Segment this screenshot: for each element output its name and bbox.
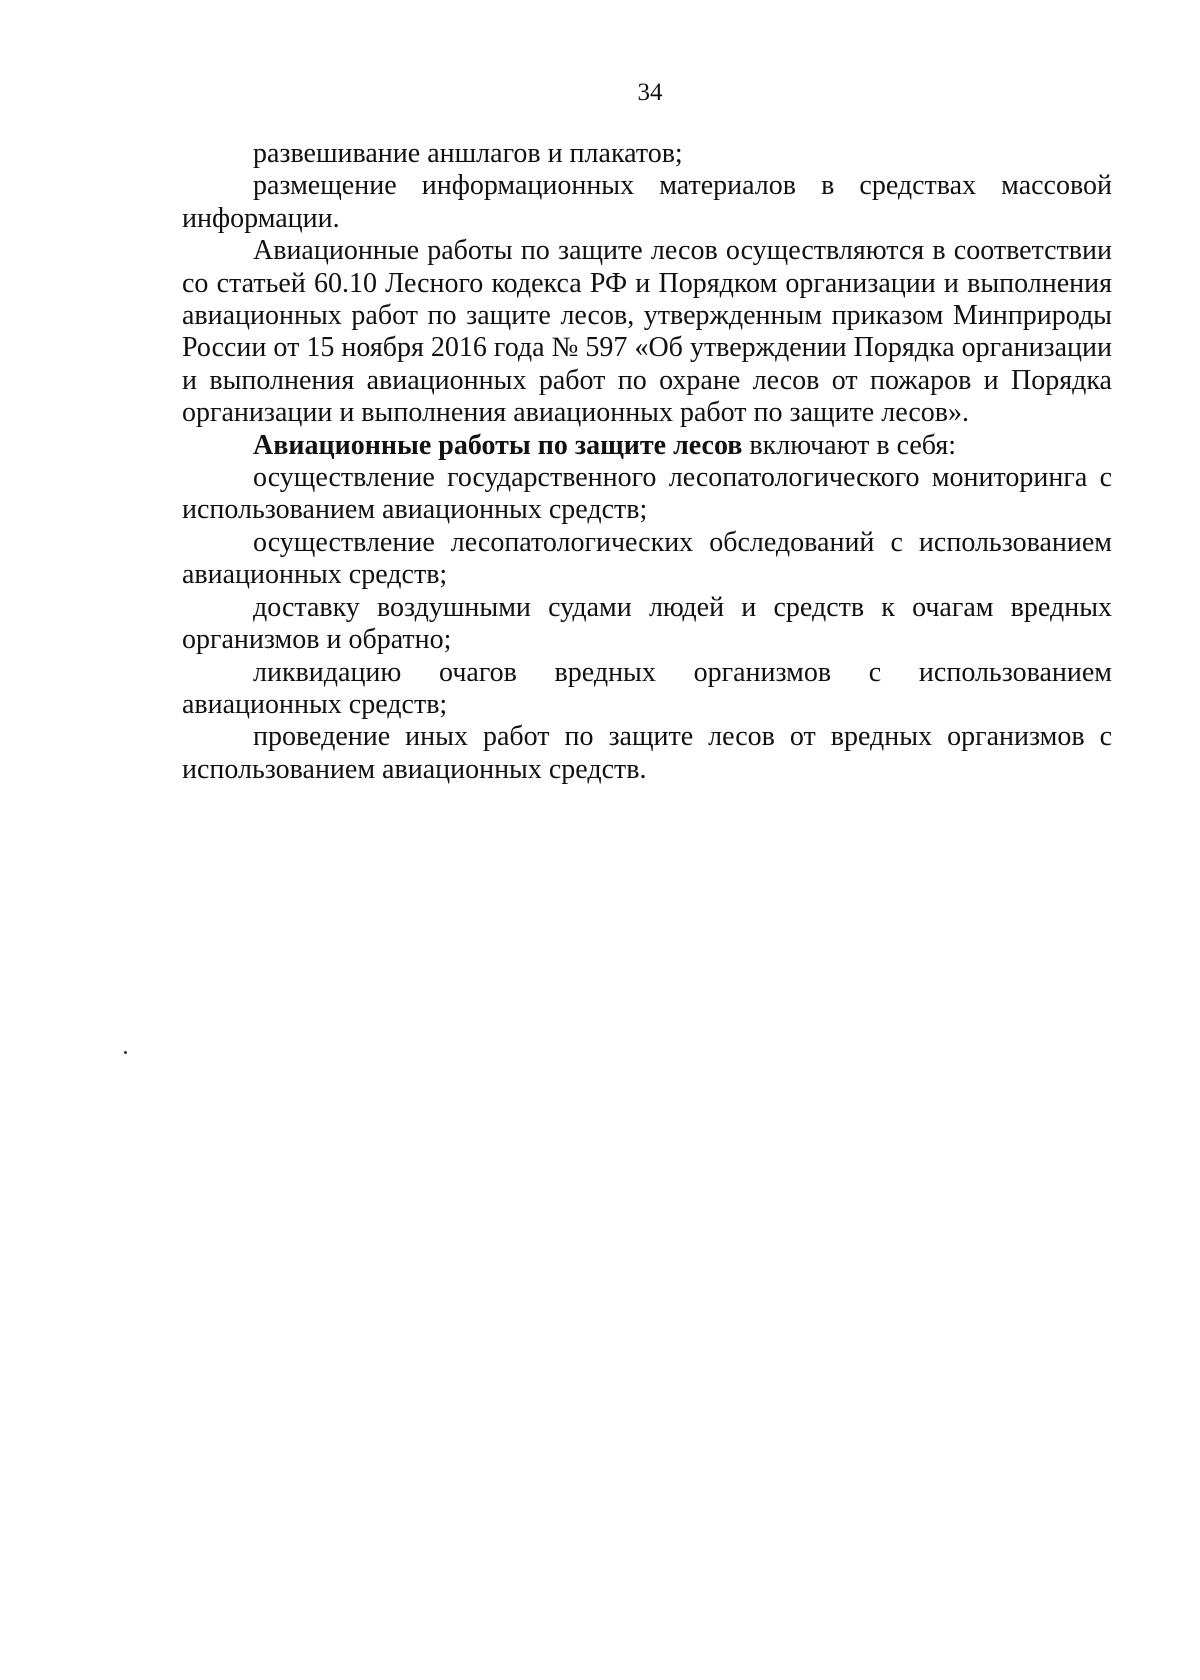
paragraph xyxy=(182,235,1112,429)
list-item xyxy=(182,721,1112,786)
paragraph-text: Авиационные работы по защите лесов осуществляются в соответствии со статьей 60.10 Лесного кодекса РФ и Порядком организации и выполнения авиационных работ по защите лесов, утвержденным приказом Минприроды России от 15 ноября 2016 года № 597 «Об утверждении Порядка организации и выполнения авиационных работ по охране лесов от пожаров и Порядка организации и выполнения авиационных работ по защите лесов». xyxy=(182,235,1112,429)
paragraph-text: размещение информационных материалов в средствах массовой информации. xyxy=(182,170,1112,234)
list-item xyxy=(182,462,1112,527)
list-item xyxy=(182,527,1112,592)
document-body xyxy=(182,138,1112,786)
paragraph-text: осуществление лесопатологических обследований с использованием авиационных средств; xyxy=(182,526,1112,591)
paragraph-bold-text: Авиационные работы по защите лесов xyxy=(253,429,743,461)
list-item xyxy=(182,657,1112,722)
paragraph-text: проведение иных работ по защите лесов от вредных организмов с использованием авиационных средств. xyxy=(182,721,1112,785)
paragraph xyxy=(182,138,1112,170)
paragraph xyxy=(182,430,1112,462)
paragraph xyxy=(182,170,1112,235)
paragraph-text: развешивание аншлагов и плакатов; xyxy=(253,138,683,169)
paragraph-text: осуществление государственного лесопатологического мониторинга с использованием авиационных средств; xyxy=(182,462,1112,526)
paragraph-text: ликвидацию очагов вредных организмов с использованием авиационных средств; xyxy=(182,656,1112,720)
list-item xyxy=(182,592,1112,657)
scan-speck xyxy=(124,1051,127,1054)
paragraph-text: включают в себя: xyxy=(742,429,956,461)
page-number: 34 xyxy=(637,79,663,106)
paragraph-text: доставку воздушными судами людей и средств к очагам вредных организмов и обратно; xyxy=(182,591,1112,656)
